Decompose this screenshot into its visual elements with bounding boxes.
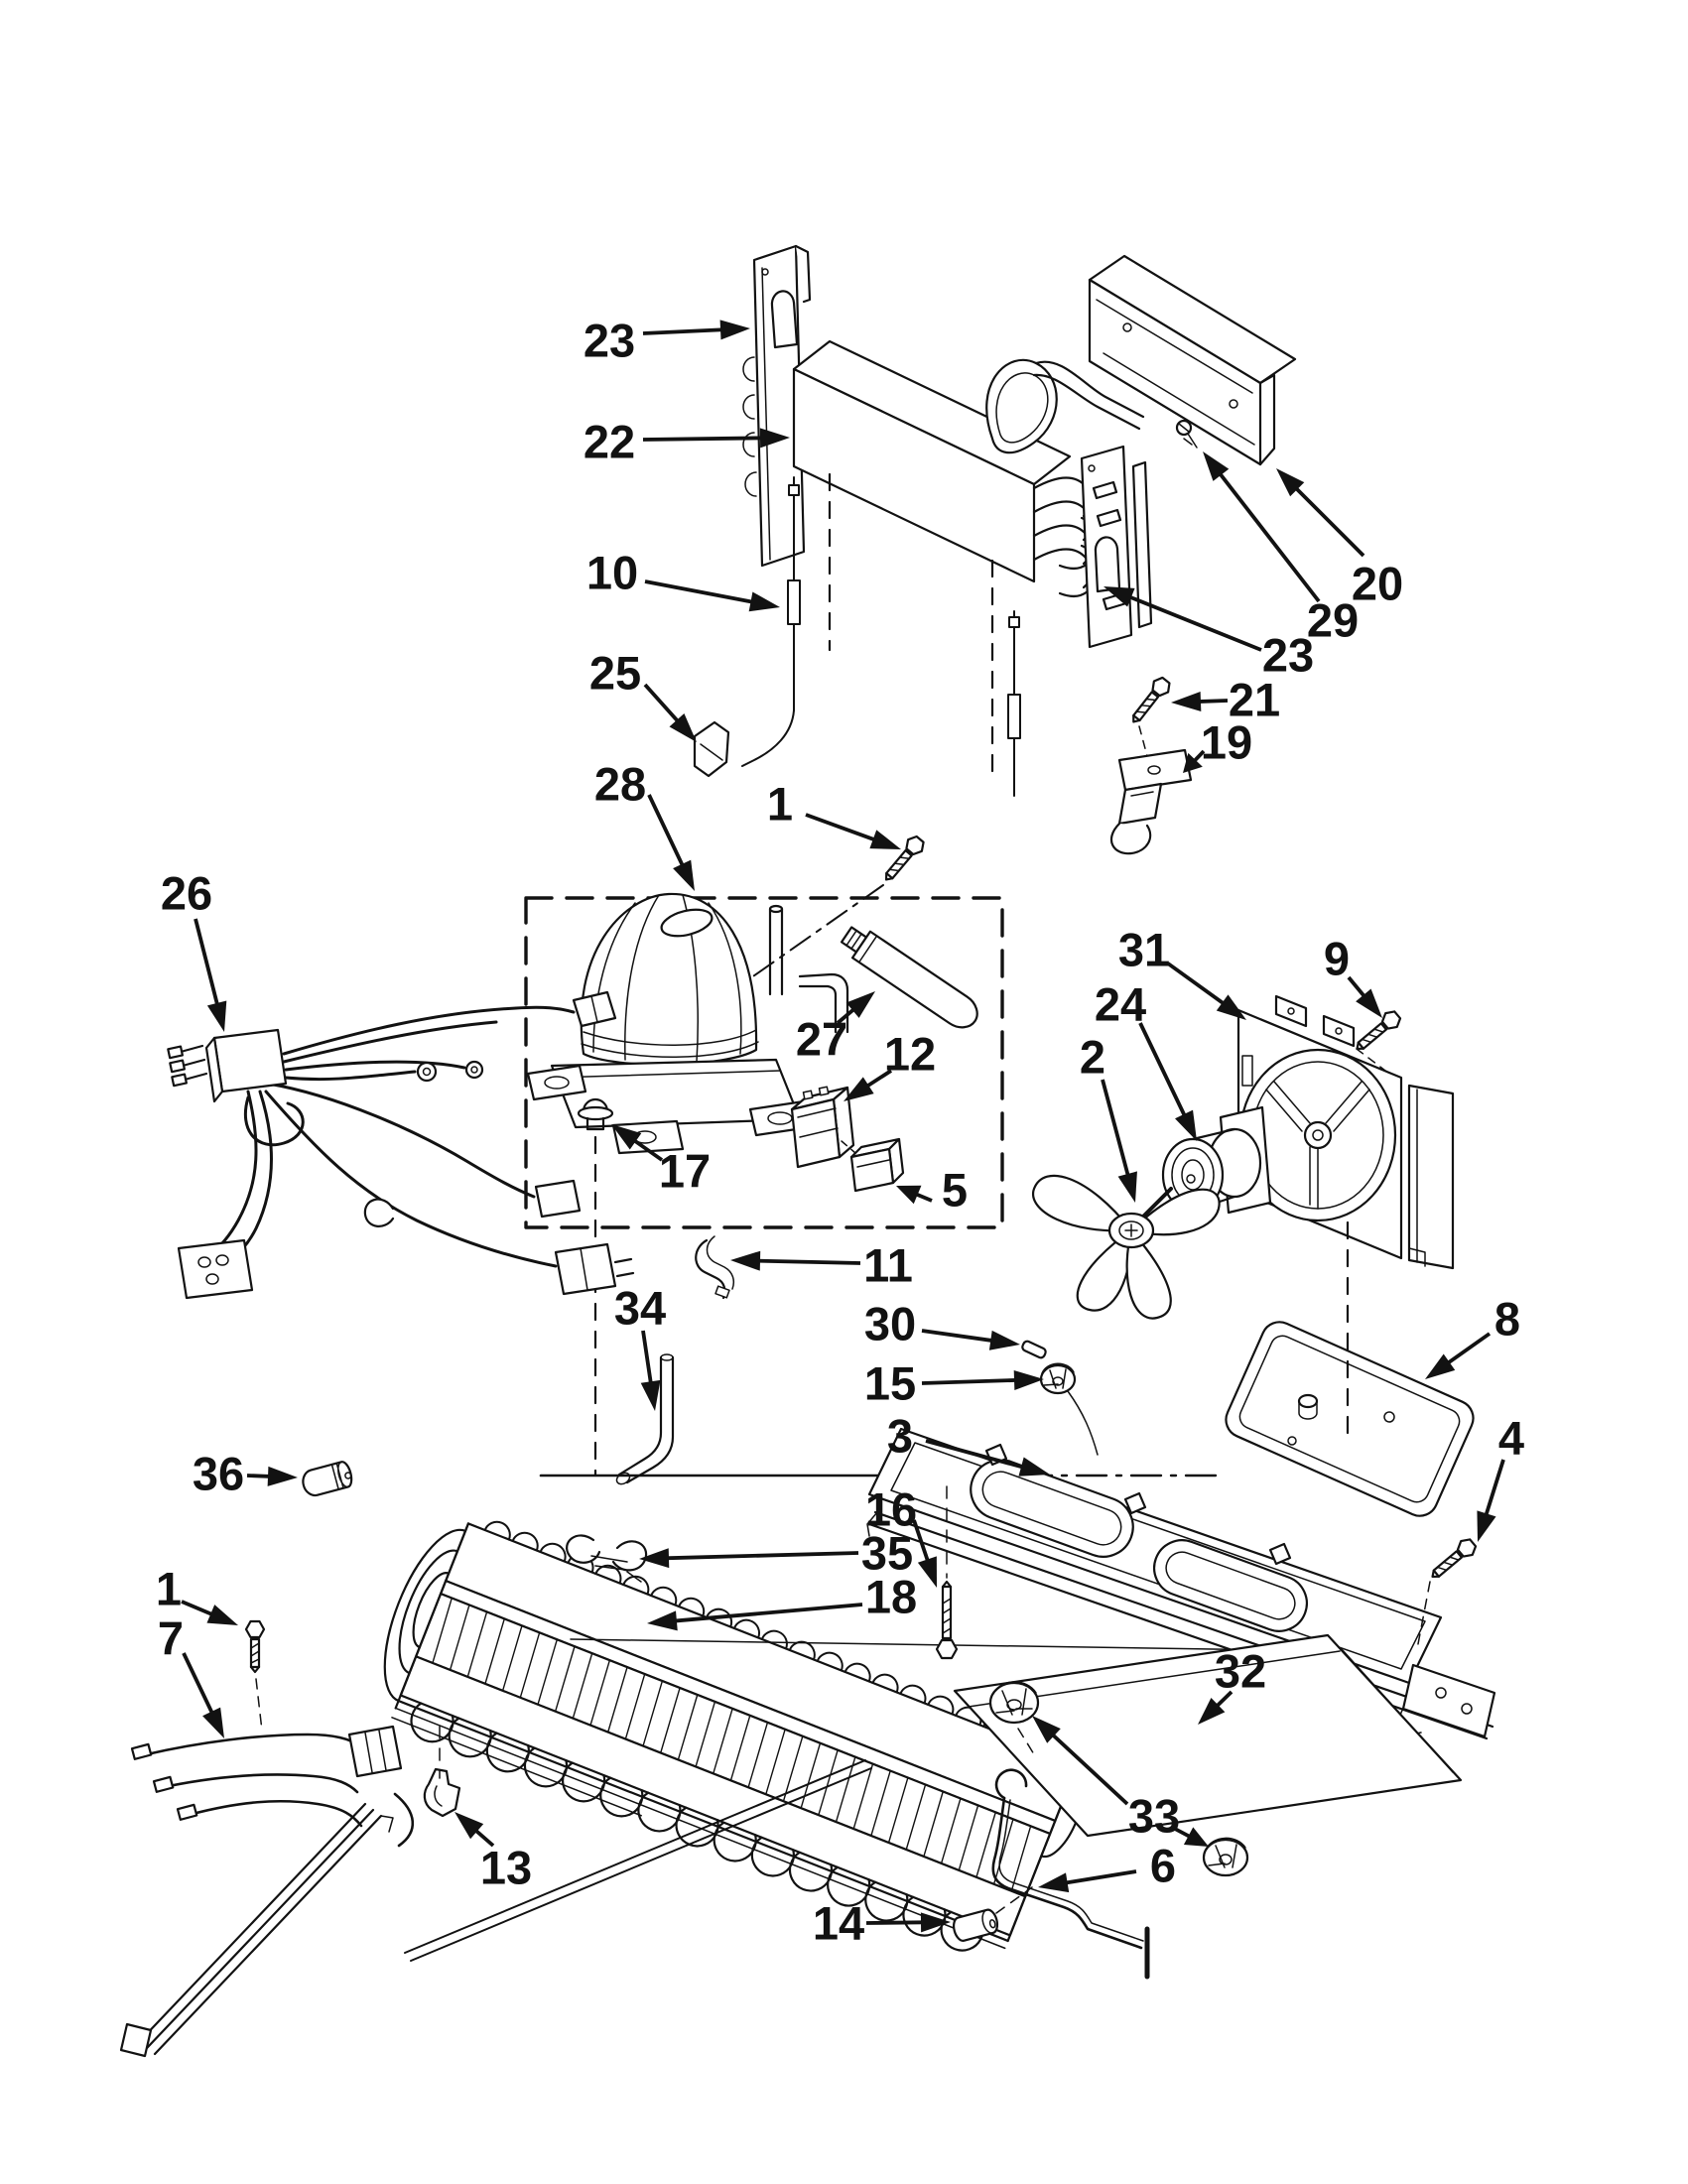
callout-number: 16 <box>864 1482 918 1536</box>
callout-number: 7 <box>157 1611 185 1665</box>
callout-26-11 <box>161 867 226 1033</box>
arrowhead <box>1118 1171 1137 1203</box>
callout-number: 24 <box>1094 977 1147 1031</box>
callout-10-2 <box>586 547 780 612</box>
callout-number: 17 <box>658 1144 712 1198</box>
callout-13-33 <box>454 1812 532 1894</box>
callout-23-8 <box>1104 586 1314 682</box>
screw-alignment-dashes <box>256 1679 262 1731</box>
callout-6-36 <box>1038 1840 1176 1893</box>
callout-number: 18 <box>864 1570 918 1623</box>
heater-screw-part <box>246 1621 264 1672</box>
arrowhead <box>207 1000 226 1032</box>
callout-number: 8 <box>1493 1292 1521 1346</box>
callout-7-32 <box>158 1612 224 1739</box>
callout-number: 5 <box>941 1163 969 1217</box>
callout-23-0 <box>584 315 750 367</box>
callout-number: 3 <box>886 1409 914 1463</box>
callout-number: 22 <box>583 415 636 468</box>
callout-8-25 <box>1425 1293 1520 1380</box>
callout-number: 23 <box>1261 628 1315 682</box>
callout-18-29 <box>647 1571 917 1631</box>
arrowhead <box>1018 1457 1050 1476</box>
arrowhead <box>918 1556 937 1588</box>
callout-number: 9 <box>1323 932 1351 985</box>
leveling-wheel-part <box>1041 1363 1098 1455</box>
callout-1-5 <box>767 778 901 850</box>
callout-28-4 <box>594 758 695 892</box>
callout-4-26 <box>1477 1412 1524 1543</box>
pan-screw-part <box>1427 1536 1479 1584</box>
callout-number: 32 <box>1214 1644 1267 1698</box>
defrost-heater-assembly-part <box>121 1727 413 2056</box>
callout-number: 26 <box>160 866 213 920</box>
arrowhead <box>641 1380 661 1411</box>
defrost-hook-tube-part <box>696 1236 733 1298</box>
arrowhead <box>720 320 750 339</box>
arrowhead <box>869 830 901 849</box>
tube-union-part <box>301 1461 354 1498</box>
callout-34-21 <box>614 1282 666 1412</box>
callout-number: 20 <box>1351 557 1404 610</box>
arrowhead <box>1425 1354 1455 1379</box>
callout-number: 31 <box>1117 923 1171 976</box>
callout-number: 21 <box>1228 673 1281 726</box>
callout-36-30 <box>193 1448 298 1500</box>
callout-25-3 <box>589 647 697 743</box>
condenser-wire-clip-part <box>695 722 728 776</box>
arrowhead <box>1175 1110 1197 1141</box>
callout-number: 1 <box>766 777 794 831</box>
callout-number: 11 <box>863 1238 913 1292</box>
drain-pan-wheel-part <box>990 1682 1038 1723</box>
callout-5-19 <box>896 1164 968 1217</box>
arrowhead <box>1171 692 1201 711</box>
evaporator-tube-clip-part <box>425 1769 459 1816</box>
fan-shroud-part <box>1238 996 1453 1268</box>
shroud-screw-part <box>1352 1008 1403 1056</box>
callout-12-17 <box>844 1028 936 1102</box>
screw-alignment-dashes <box>1139 726 1147 756</box>
arrowhead <box>1203 451 1229 481</box>
arrowhead <box>673 860 695 891</box>
callout-30-22 <box>864 1298 1020 1350</box>
roller-pin-part <box>1021 1340 1047 1358</box>
callout-number: 1 <box>155 1562 183 1615</box>
callout-2-15 <box>1080 1031 1137 1204</box>
bracket-screw-part <box>1126 675 1173 727</box>
callout-number: 25 <box>588 646 642 700</box>
callout-9-13 <box>1324 933 1382 1019</box>
callout-19-10 <box>1183 716 1252 774</box>
callout-number: 19 <box>1200 715 1253 769</box>
callout-number: 12 <box>883 1027 937 1081</box>
callout-number: 28 <box>593 757 647 811</box>
callout-number: 13 <box>479 1841 533 1894</box>
drain-tube-part <box>614 1354 673 1486</box>
callout-number: 30 <box>863 1297 917 1350</box>
callout-24-14 <box>1095 978 1197 1142</box>
drain-pan-wheel-part <box>1204 1838 1247 1875</box>
evaporator-pan-part <box>1221 1317 1480 1522</box>
overload-capacitor-part <box>851 1139 903 1191</box>
condenser-bracket-right-part <box>1082 447 1151 647</box>
callout-number: 35 <box>860 1526 914 1580</box>
rear-cover-part <box>1090 256 1295 464</box>
arrowhead <box>1038 1872 1069 1892</box>
callout-number: 33 <box>1127 1789 1181 1843</box>
callout-number: 10 <box>585 546 639 599</box>
condenser-mount-bracket-part <box>1111 750 1191 853</box>
callout-11-20 <box>730 1239 913 1292</box>
fan-blade-part <box>1033 1176 1220 1319</box>
arrowhead <box>206 1605 238 1625</box>
evaporator-screw-part <box>937 1582 957 1658</box>
arrowhead <box>749 592 780 612</box>
arrowhead <box>268 1467 298 1486</box>
callout-15-23 <box>864 1357 1044 1410</box>
arrowhead <box>1014 1370 1044 1390</box>
arrowhead <box>730 1251 760 1271</box>
callout-number: 23 <box>583 314 636 367</box>
filter-drier-part <box>838 922 983 1035</box>
callout-number: 36 <box>192 1447 245 1500</box>
callout-number: 15 <box>863 1356 917 1410</box>
arrowhead <box>1477 1510 1495 1542</box>
evaporator-part <box>355 1498 1101 1974</box>
start-relay-part <box>792 1087 853 1167</box>
callout-number: 29 <box>1306 593 1360 647</box>
callout-number: 6 <box>1149 1839 1177 1892</box>
arrowhead <box>989 1331 1020 1350</box>
arrowhead <box>1217 994 1246 1020</box>
callout-number: 34 <box>613 1281 667 1335</box>
condenser-sensor-wire-right-part <box>1008 611 1020 796</box>
callout-29-7 <box>1203 451 1359 647</box>
callout-20-6 <box>1276 468 1403 610</box>
callout-number: 14 <box>812 1896 865 1950</box>
arrowhead <box>202 1708 224 1738</box>
callout-number: 2 <box>1079 1030 1106 1084</box>
wiring-harness-part <box>168 992 633 1298</box>
callout-number: 27 <box>795 1012 848 1066</box>
callout-number: 4 <box>1497 1411 1525 1465</box>
